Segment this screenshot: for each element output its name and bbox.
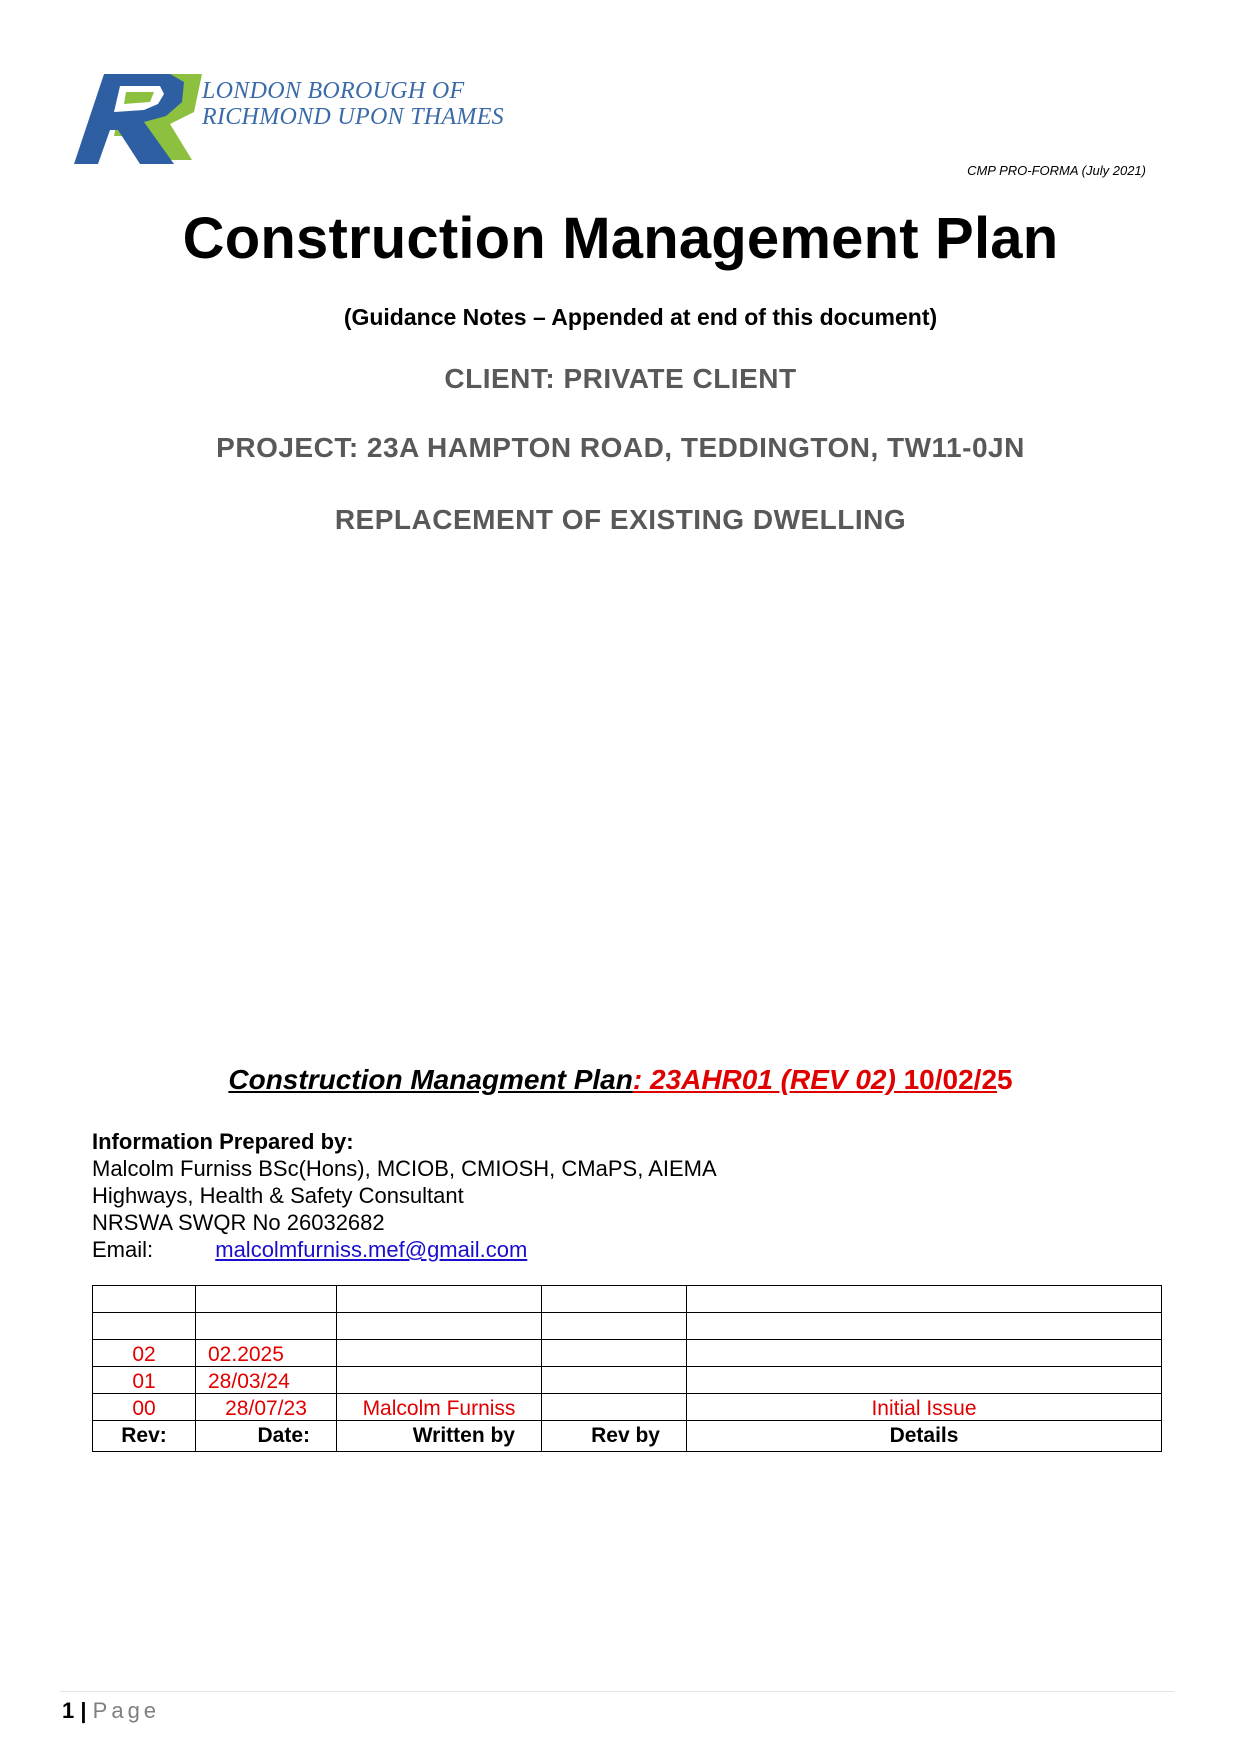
header-date: Date:	[196, 1421, 337, 1452]
project-heading: PROJECT: 23A HAMPTON ROAD, TEDDINGTON, TW11-0JN	[216, 432, 1025, 463]
logo-line-1: LONDON BOROUGH OF	[202, 78, 465, 104]
preparer-role: Highways, Health & Safety Consultant	[92, 1183, 464, 1208]
date-cell	[196, 1286, 337, 1313]
preparer-email-row	[92, 1236, 717, 1263]
table-header-row	[93, 1421, 1162, 1452]
written-by-cell	[337, 1313, 542, 1340]
rev-cell	[93, 1286, 196, 1313]
date-cell: 02.2025	[196, 1340, 337, 1367]
rev-by-cell	[542, 1286, 687, 1313]
plan-reference	[0, 1064, 1241, 1096]
page-footer	[62, 1698, 160, 1724]
date-cell	[196, 1313, 337, 1340]
table-row	[93, 1313, 1162, 1340]
preparer-name: Malcolm Furniss BSc(Hons), MCIOB, CMIOSH, CMaPS, AIEMA	[92, 1156, 717, 1181]
table-row	[93, 1286, 1162, 1313]
plan-reference-date: 10/02/2	[903, 1064, 998, 1095]
revision-table	[92, 1285, 1162, 1452]
page-separator: |	[80, 1698, 87, 1723]
details-cell	[687, 1286, 1162, 1313]
rev-cell: 02	[93, 1340, 196, 1367]
rev-cell: 00	[93, 1394, 196, 1421]
prepared-heading: Information Prepared by:	[92, 1129, 354, 1154]
proforma-label: CMP PRO-FORMA (July 2021)	[967, 163, 1146, 178]
preparer-nrswa: NRSWA SWQR No 26032682	[92, 1210, 385, 1235]
written-by-cell	[337, 1286, 542, 1313]
table-row	[93, 1394, 1162, 1421]
email-label: Email:	[92, 1237, 154, 1262]
richmond-r-logo-icon	[74, 72, 204, 168]
page-number: 1	[62, 1698, 75, 1723]
date-cell: 28/07/23	[196, 1394, 337, 1421]
written-by-cell	[337, 1340, 542, 1367]
document-title: Construction Management Plan	[182, 206, 1059, 271]
plan-reference-date-tail: 5	[997, 1064, 1013, 1095]
header-rev: Rev:	[93, 1421, 196, 1452]
details-cell	[687, 1340, 1162, 1367]
rev-by-cell	[542, 1340, 687, 1367]
logo-line-2: RICHMOND UPON THAMES	[202, 104, 504, 130]
header-written-by: Written by	[337, 1421, 542, 1452]
client-heading: CLIENT: PRIVATE CLIENT	[444, 363, 797, 394]
guidance-note: (Guidance Notes – Appended at end of this document)	[343, 304, 938, 330]
rev-cell: 01	[93, 1367, 196, 1394]
header-rev-by: Rev by	[542, 1421, 687, 1452]
rev-by-cell	[542, 1394, 687, 1421]
written-by-cell: Malcolm Furniss	[337, 1394, 542, 1421]
plan-reference-label: Construction Managment Plan	[228, 1064, 633, 1095]
details-cell: Initial Issue	[687, 1394, 1162, 1421]
plan-reference-code: : 23AHR01 (REV 02)	[632, 1064, 904, 1095]
scope-heading: REPLACEMENT OF EXISTING DWELLING	[334, 504, 907, 535]
table-row	[93, 1340, 1162, 1367]
details-cell	[687, 1367, 1162, 1394]
table-row	[93, 1367, 1162, 1394]
details-cell	[687, 1313, 1162, 1340]
council-logo	[74, 72, 514, 168]
header-details: Details	[687, 1421, 1162, 1452]
email-link[interactable]: malcolmfurniss.mef@gmail.com	[215, 1237, 528, 1262]
prepared-by-block	[92, 1128, 717, 1263]
rev-cell	[93, 1313, 196, 1340]
rev-by-cell	[542, 1367, 687, 1394]
written-by-cell	[337, 1367, 542, 1394]
date-cell: 28/03/24	[196, 1367, 337, 1394]
footer-divider	[60, 1691, 1174, 1692]
page-label: Page	[92, 1698, 161, 1723]
rev-by-cell	[542, 1313, 687, 1340]
